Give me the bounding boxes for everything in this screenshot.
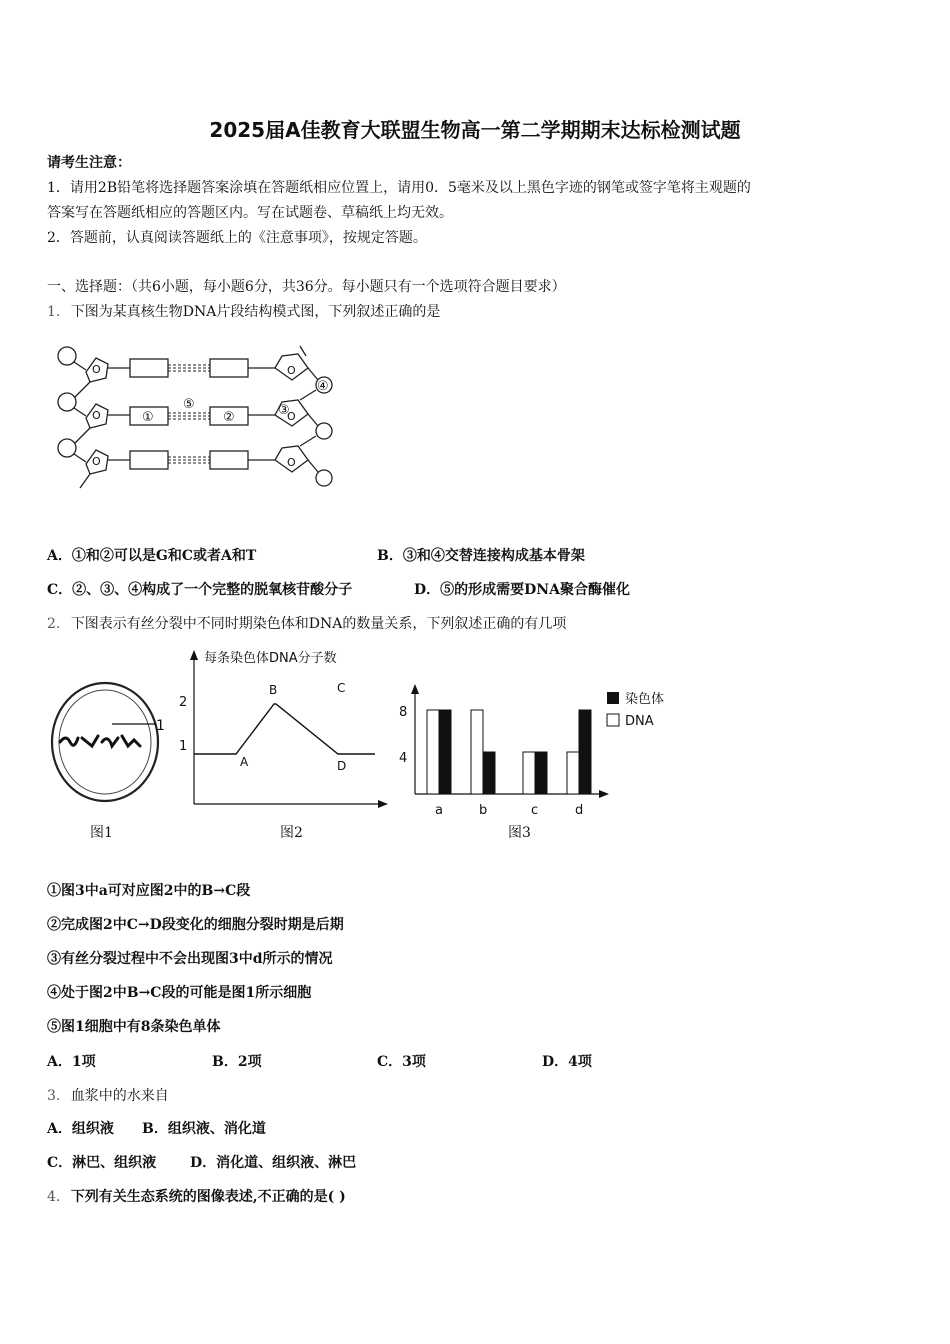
section-heading: 一、选择题：（共6小题，每小题6分，共36分。每小题只有一个选项符合题目要求） bbox=[47, 279, 566, 295]
fig1-pointer-label: 1 bbox=[156, 718, 165, 734]
dna-o-label: O bbox=[287, 456, 296, 469]
q1-number: 1. bbox=[47, 304, 61, 320]
bar-dna-c bbox=[523, 752, 535, 794]
dna-o-label: O bbox=[92, 409, 101, 422]
fig3-category-b: b bbox=[479, 803, 488, 818]
bar-dna-a bbox=[427, 710, 439, 794]
dna-structure-figure bbox=[50, 338, 350, 493]
q2-statement-4: ④处于图2中B→C段的可能是图1所示细胞 bbox=[47, 985, 312, 1001]
fig2-ytick-1: 1 bbox=[179, 739, 188, 754]
dna-o-label: O bbox=[287, 364, 296, 377]
q2-statement-5: ⑤图1细胞中有8条染色单体 bbox=[47, 1019, 221, 1035]
q2-option-a[interactable]: A．1项 bbox=[47, 1054, 96, 1070]
cell-figure-1 bbox=[48, 680, 168, 810]
fig2-point-b: B bbox=[269, 683, 278, 697]
dna-o-label: O bbox=[287, 410, 296, 423]
bar-chart-fig3 bbox=[395, 682, 685, 822]
page-title: 2025届A佳教育大联盟生物高一第二学期期末达标检测试题 bbox=[209, 118, 741, 142]
q1-stem: 下图为某真核生物DNA片段结构模式图，下列叙述正确的是 bbox=[70, 304, 441, 320]
q2-stem: 下图表示有丝分裂中不同时期染色体和DNA的数量关系，下列叙述正确的有几项 bbox=[70, 616, 567, 632]
dna-label-4: ④ bbox=[317, 379, 329, 394]
fig2-point-c: C bbox=[337, 681, 346, 695]
bar-dna-b bbox=[471, 710, 483, 794]
q3-option-d[interactable]: D．消化道、组织液、淋巴 bbox=[190, 1155, 357, 1171]
bar-dna-d bbox=[567, 752, 579, 794]
dna-label-1: ① bbox=[142, 410, 154, 425]
q1-option-c[interactable]: C．②、③、④构成了一个完整的脱氧核苷酸分子 bbox=[47, 582, 353, 598]
legend-dna-swatch bbox=[607, 714, 619, 726]
legend-chromosome-swatch bbox=[607, 692, 619, 704]
dna-o-label: O bbox=[92, 455, 101, 468]
dna-label-5: ⑤ bbox=[183, 397, 195, 412]
fig3-caption: 图3 bbox=[508, 825, 531, 841]
q3-option-c[interactable]: C．淋巴、组织液 bbox=[47, 1155, 157, 1171]
fig3-category-a: a bbox=[435, 803, 443, 818]
fig2-ytick-2: 2 bbox=[179, 695, 188, 710]
fig3-category-c: c bbox=[531, 803, 539, 818]
q2-option-d[interactable]: D．4项 bbox=[542, 1054, 592, 1070]
fig3-category-d: d bbox=[575, 803, 584, 818]
fig2-point-a: A bbox=[240, 755, 249, 769]
fig3-ytick-8: 8 bbox=[399, 705, 408, 720]
q3-number: 3. bbox=[47, 1088, 61, 1104]
q3-option-b[interactable]: B．组织液、消化道 bbox=[142, 1121, 266, 1137]
q4-number: 4. bbox=[47, 1189, 61, 1205]
bar-chromosome-d bbox=[579, 710, 591, 794]
notice-line-1a: 1．请用2B铅笔将选择题答案涂填在答题纸相应位置上，请用0．5毫米及以上黑色字迹的钢笔或签字笔将主观题的 bbox=[47, 180, 751, 196]
q1-option-b[interactable]: B．③和④交替连接构成基本骨架 bbox=[377, 548, 585, 564]
legend-dna-label: DNA bbox=[625, 714, 654, 729]
bar-chromosome-c bbox=[535, 752, 547, 794]
q1-option-a[interactable]: A．①和②可以是G和C或者A和T bbox=[47, 548, 257, 564]
q2-option-c[interactable]: C．3项 bbox=[377, 1054, 426, 1070]
fig1-caption: 图1 bbox=[90, 825, 113, 841]
bar-chromosome-b bbox=[483, 752, 495, 794]
bar-chromosome-a bbox=[439, 710, 451, 794]
line-chart-fig2 bbox=[170, 648, 390, 818]
fig2-caption: 图2 bbox=[280, 825, 303, 841]
q2-statement-1: ①图3中a可对应图2中的B→C段 bbox=[47, 883, 251, 899]
q3-stem: 血浆中的水来自 bbox=[70, 1088, 169, 1104]
notice-line-2: 2．答题前，认真阅读答题纸上的《注意事项》，按规定答题。 bbox=[47, 230, 427, 246]
q1-option-d[interactable]: D．⑤的形成需要DNA聚合酶催化 bbox=[414, 582, 630, 598]
fig2-ylabel: 每条染色体DNA分子数 bbox=[204, 651, 337, 666]
fig2-series-line bbox=[194, 704, 375, 754]
q2-option-b[interactable]: B．2项 bbox=[212, 1054, 262, 1070]
fig3-ytick-4: 4 bbox=[399, 751, 408, 766]
fig2-point-d: D bbox=[337, 759, 347, 773]
q2-number: 2. bbox=[47, 616, 61, 632]
dna-o-label: O bbox=[92, 363, 101, 376]
q2-statement-2: ②完成图2中C→D段变化的细胞分裂时期是后期 bbox=[47, 917, 344, 933]
q3-option-a[interactable]: A．组织液 bbox=[47, 1121, 114, 1137]
legend-chromosome-label: 染色体 bbox=[625, 692, 665, 707]
dna-label-2: ② bbox=[223, 410, 235, 425]
notice-line-1b: 答案写在答题纸相应的答题区内。写在试题卷、草稿纸上均无效。 bbox=[47, 205, 453, 221]
dna-label-3: ③ bbox=[278, 403, 290, 418]
q2-statement-3: ③有丝分裂过程中不会出现图3中d所示的情况 bbox=[47, 951, 333, 967]
notice-heading: 请考生注意： bbox=[47, 155, 131, 171]
q4-stem: 下列有关生态系统的图像表述,不正确的是( ) bbox=[70, 1189, 346, 1205]
